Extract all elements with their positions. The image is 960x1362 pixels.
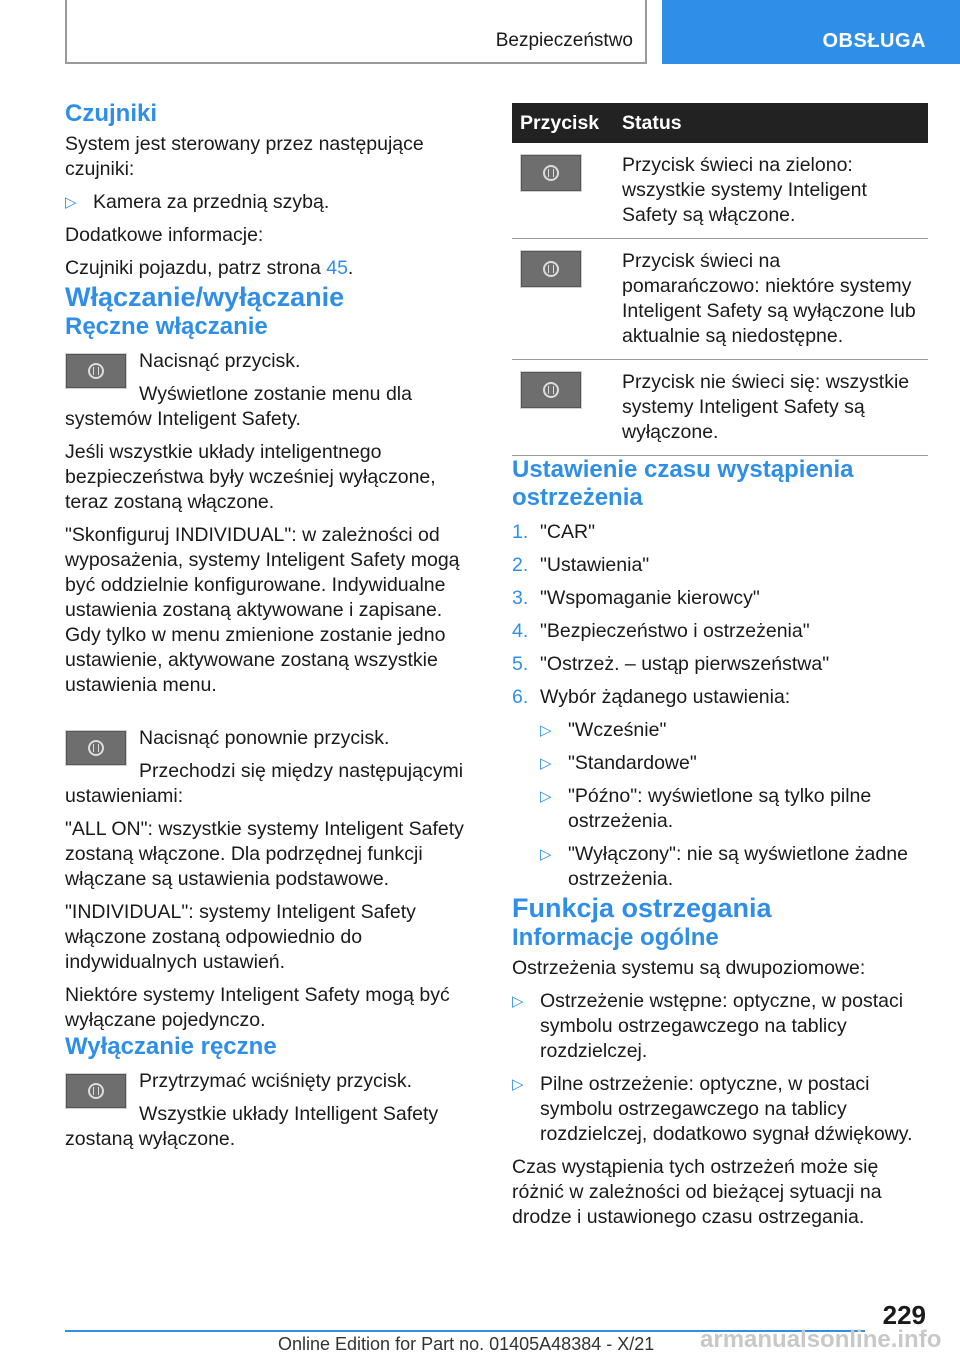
option-text: "Wyłączony": nie są wyświetlone żadne ostrzeżenia.: [568, 843, 908, 890]
header-section-tab: [65, 0, 647, 64]
step-text: "Ustawienia": [540, 554, 650, 576]
list-item: [512, 586, 928, 611]
step-number: 2.: [512, 554, 529, 576]
press-block: [65, 349, 477, 432]
table-row: [512, 239, 928, 360]
general-heading: Informacje ogólne: [512, 924, 719, 951]
hold-block: [65, 1069, 477, 1152]
step-text: "Bezpieczeństwo i ostrzeżenia": [540, 620, 810, 642]
safety-button-image: [520, 371, 582, 409]
intelligent-safety-icon: [543, 382, 559, 398]
bullet-triangle-icon: ▷: [512, 1076, 524, 1093]
intelligent-safety-icon: [543, 261, 559, 277]
column-header-button: Przycisk: [512, 103, 614, 143]
manual-on-heading: Ręczne włączanie: [65, 313, 268, 340]
list-item: [512, 652, 928, 677]
list-item: [512, 619, 928, 644]
sensors-heading: Czujniki: [65, 100, 158, 127]
more-info-label: Dodatkowe informacje:: [65, 224, 264, 246]
status-cell: Przycisk świeci na pomarańczowo: niektóre systemy Inteligent Safety są wyłączone lub aktualnie są niedostępne.: [614, 239, 928, 360]
watermark-site: armanualsonline.info: [700, 1326, 942, 1353]
list-item: [512, 685, 928, 710]
right-column: [512, 103, 928, 1230]
steps-list: [512, 520, 928, 892]
hold-button-text: Przytrzymać wciśnięty przycisk.: [139, 1070, 413, 1092]
option-text: "Późno": wyświetlone są tylko pilne ostrzeżenia.: [568, 785, 872, 832]
level-text: Pilne ostrzeżenie: optyczne, w postaci symbolu ostrzegawczego na tablicy rozdzielczej, dodatkowo sygnał dźwiękowy.: [540, 1073, 913, 1145]
list-item: [512, 842, 928, 892]
step-number: 3.: [512, 587, 529, 609]
list-item: [512, 553, 928, 578]
safety-button-image: [520, 250, 582, 288]
table-row: [512, 143, 928, 239]
safety-button-image: [65, 730, 127, 766]
section-title: Bezpieczeństwo: [495, 30, 633, 51]
intelligent-safety-icon: [543, 165, 559, 181]
bullet-triangle-icon: ▷: [540, 846, 552, 863]
onoff-heading: Włączanie/wyłączanie: [65, 282, 345, 312]
edition-text: Online Edition for Part no. 01405A48384 - X/21: [278, 1334, 655, 1354]
step-number: 5.: [512, 653, 529, 675]
all-off-result-text: Wszystkie układy Intelligent Safety zostaną wyłączone.: [65, 1103, 439, 1150]
list-item: [512, 751, 928, 776]
some-systems-text: Niektóre systemy Inteligent Safety mogą być wyłączane pojedynczo.: [65, 984, 450, 1031]
list-item: [512, 718, 928, 743]
list-item: [512, 1072, 928, 1147]
step-number: 6.: [512, 686, 529, 708]
bullet-triangle-icon: ▷: [540, 755, 552, 772]
switch-settings-text: Przechodzi się między następującymi ustawieniami:: [65, 760, 464, 807]
column-header-status: Status: [614, 103, 928, 143]
step-text: "Ostrzeż. – ustąp pierwszeństwa": [540, 653, 830, 675]
safety-button-image: [65, 1073, 127, 1109]
all-off-text: Jeśli wszystkie układy inteligentnego bezpieczeństwa były wcześniej wyłączone, teraz zostaną włączone.: [65, 441, 436, 513]
list-item: [512, 520, 928, 545]
sensors-item: Kamera za przednią szybą.: [93, 191, 330, 213]
level-text: Ostrzeżenie wstępne: optyczne, w postaci symbolu ostrzegawczego na tablicy rozdzielczej.: [540, 990, 904, 1062]
chapter-tab: [662, 0, 960, 64]
manual-off-heading: Wyłączanie ręczne: [65, 1033, 277, 1060]
timing-note: Czas wystąpienia tych ostrzeżeń może się różnić w zależności od bieżącej sytuacji na drodze i ustawionego czasu ostrzegania.: [512, 1156, 882, 1228]
status-table: [512, 103, 928, 456]
bullet-triangle-icon: ▷: [512, 993, 524, 1010]
list-item: [65, 190, 477, 215]
step-text: "Wspomaganie kierowcy": [540, 587, 760, 609]
page-number: 229: [882, 1300, 926, 1330]
status-cell: Przycisk nie świeci się: wszystkie systemy Inteligent Safety są wyłączone.: [614, 360, 928, 456]
left-column: [65, 100, 477, 1152]
press-again-text: Nacisnąć ponownie przycisk.: [139, 727, 390, 749]
press-button-text: Nacisnąć przycisk.: [139, 350, 301, 372]
sensors-reference: Czujniki pojazdu, patrz strona 45.: [65, 257, 354, 279]
step-text: "CAR": [540, 521, 596, 543]
list-item: [512, 784, 928, 834]
configure-text: "Skonfiguruj INDIVIDUAL": w zależności od wyposażenia, systemy Inteligent Safety mogą być oddzielnie konfigurowane. Indywidualne ustawienia zostaną aktywowane i zapisane. Gdy tylko w menu zmienione zostanie jedno ustawienie, aktywowane zostaną wszystkie ustawienia menu.: [65, 524, 460, 696]
press-again-block: [65, 726, 477, 809]
step-number: 4.: [512, 620, 529, 642]
bullet-triangle-icon: ▷: [65, 194, 77, 211]
menu-shown-text: Wyświetlone zostanie menu dla systemów Inteligent Safety.: [65, 383, 412, 430]
intelligent-safety-icon: [88, 363, 104, 379]
step-number: 1.: [512, 521, 529, 543]
table-row: [512, 360, 928, 456]
individual-text: "INDIVIDUAL": systemy Inteligent Safety włączone zostaną odpowiednio do indywidualnych ustawień.: [65, 901, 416, 973]
safety-button-image: [520, 154, 582, 192]
table-header-row: [512, 103, 928, 143]
intelligent-safety-icon: [88, 1083, 104, 1099]
safety-button-image: [65, 353, 127, 389]
step-text: Wybór żądanego ustawienia:: [540, 686, 791, 708]
option-text: "Standardowe": [568, 752, 697, 774]
sensors-ref-text: Czujniki pojazdu, patrz strona: [65, 257, 321, 279]
option-text: "Wcześnie": [568, 719, 667, 741]
intelligent-safety-icon: [88, 740, 104, 756]
all-on-text: "ALL ON": wszystkie systemy Inteligent Safety zostaną włączone. Dla podrzędnej funkcji włączane są ustawienia podstawowe.: [65, 818, 464, 890]
list-item: [512, 989, 928, 1064]
warning-heading: Funkcja ostrzegania: [512, 893, 772, 923]
levels-text: Ostrzeżenia systemu są dwupoziomowe:: [512, 957, 866, 979]
page-link[interactable]: 45: [326, 257, 348, 279]
status-cell: Przycisk świeci na zielono: wszystkie systemy Inteligent Safety są włączone.: [614, 143, 928, 239]
bullet-triangle-icon: ▷: [540, 722, 552, 739]
bullet-triangle-icon: ▷: [540, 788, 552, 805]
timing-heading: Ustawienie czasu wystąpienia ostrzeżenia: [512, 456, 854, 511]
sensors-text: System jest sterowany przez następujące czujniki:: [65, 133, 424, 180]
chapter-title: OBSŁUGA: [822, 30, 926, 52]
